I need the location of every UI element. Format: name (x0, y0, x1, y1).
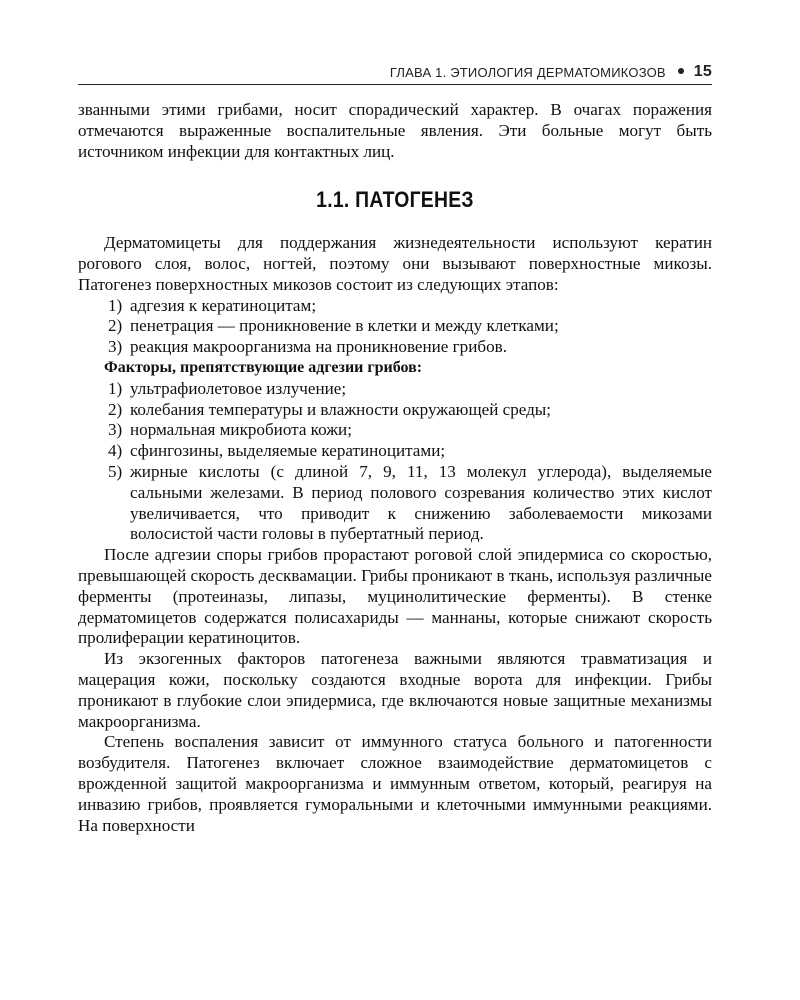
paragraph-pathogenesis-intro: Дерматомицеты для поддержания жизнедеятельности используют кератин рогового слоя, волос, ногтей, поэтому они вызывают поверхностные микозы. Патогенез поверхностных микозов состоит из следующих этапов: (78, 233, 712, 294)
page-number: 15 (693, 63, 712, 80)
section-title: 1.1. ПАТОГЕНЕЗ (316, 187, 474, 213)
factors-heading: Факторы, препятствующие адгезии грибов: (104, 358, 423, 376)
list-text: нормальная микробиота кожи; (130, 420, 352, 440)
intro-paragraph: званными этими грибами, носит спорадический характер. В очагах поражения отмечаются выраженные воспалительные явления. Эти больные могут быть источником инфекции для контактных лиц. (78, 100, 712, 161)
running-header (78, 60, 712, 85)
list-text: пенетрация — проникновение в клетки и между клетками; (130, 316, 559, 336)
list-item (78, 400, 712, 421)
list-item (78, 337, 712, 358)
page-body (78, 100, 712, 836)
list-item (78, 379, 712, 400)
list-text: жирные кислоты (с длиной 7, 9, 11, 13 молекул углерода), выделяемые сальными железами. В период полового созревания количество этих кислот увеличивается, что приводит к снижению заболеваемости микозами волосистой части головы в пубертатный период. (130, 461, 712, 544)
list-number: 3) (108, 337, 123, 357)
bullet-separator-icon (678, 68, 684, 74)
paragraph-adhesion: После адгезии споры грибов прорастают роговой слой эпидермиса со скоростью, превышающей скорость десквамации. Грибы проникают в ткань, используя различные ферменты (протеиназы, липазы, муцинолитические ферменты). В стенке дерматомицетов содержатся полисахариды — маннаны, которые снижают скорость пролиферации кератиноцитов. (78, 545, 712, 648)
list-number: 1) (108, 295, 123, 315)
list-number: 5) (108, 461, 123, 481)
list-item (78, 441, 712, 462)
list-item (78, 296, 712, 317)
list-text: ультрафиолетовое излучение; (130, 378, 347, 398)
list-number: 3) (108, 420, 123, 440)
list-text: реакция макроорганизма на проникновение грибов. (130, 337, 507, 357)
list-text: сфингозины, выделяемые кератиноцитами; (130, 441, 446, 461)
paragraph-inflammation: Степень воспаления зависит от иммунного статуса больного и патогенности возбудителя. Патогенез включает сложное взаимодействие дерматомицетов с врожденной защитой макроорганизма и иммунным ответом, который, реагируя на инвазию грибов, проявляется гуморальными и клеточными иммунными реакциями. На поверхности (78, 732, 712, 835)
chapter-title: ГЛАВА 1. ЭТИОЛОГИЯ ДЕРМАТОМИКОЗОВ (389, 64, 666, 80)
list-item (78, 462, 712, 545)
list-item (78, 420, 712, 441)
list-number: 2) (108, 399, 123, 419)
list-text: адгезия к кератиноцитам; (130, 295, 317, 315)
factors-list (78, 379, 712, 545)
stages-list (78, 296, 712, 358)
list-number: 4) (108, 441, 123, 461)
paragraph-exogenous-factors: Из экзогенных факторов патогенеза важными являются травматизация и мацерация кожи, поскольку создаются входные ворота для инфекции. Грибы проникают в глубокие слои эпидермиса, где включаются новые защитные механизмы макроорганизма. (78, 649, 712, 731)
list-item (78, 316, 712, 337)
list-number: 1) (108, 378, 123, 398)
list-text: колебания температуры и влажности окружающей среды; (130, 399, 552, 419)
list-number: 2) (108, 316, 123, 336)
